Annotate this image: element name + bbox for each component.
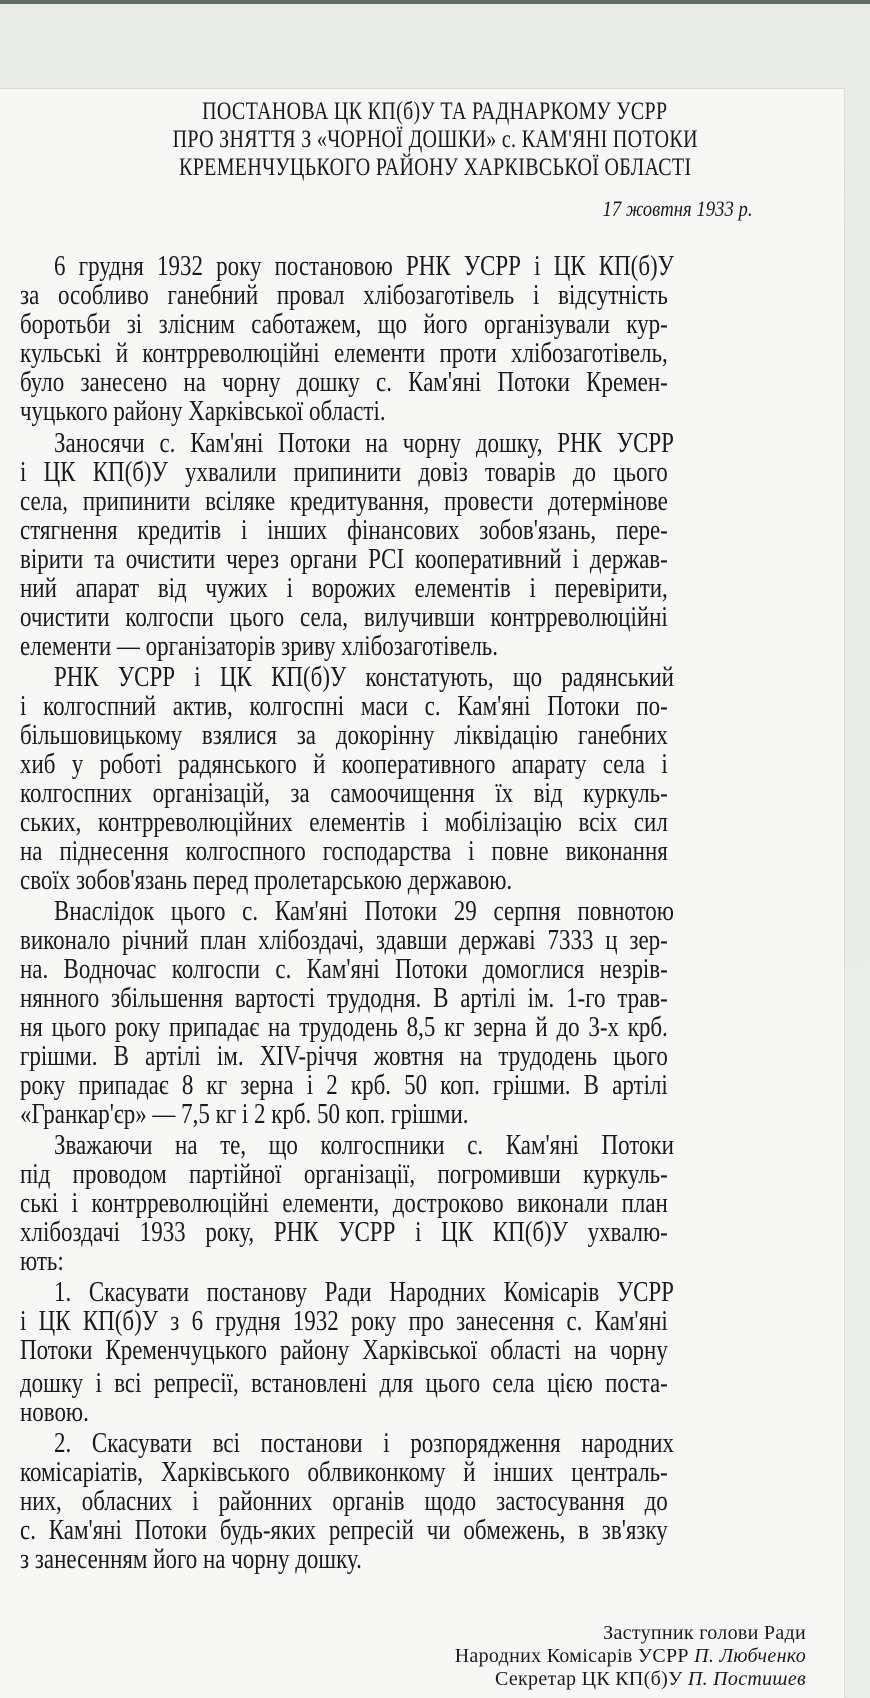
line-text: ня цього року припадає на трудодень 8,5 кг зерна й до 3-х крб.	[20, 1012, 668, 1043]
line-text: і колгоспний актив, колгоспні маси с. Кам'яні Потоки по-	[20, 691, 668, 722]
title-text: КРЕМЕНЧУЦЬКОГО РАЙОНУ ХАРКІВСЬКОЇ ОБЛАСТІ	[178, 154, 692, 181]
paragraph-line	[20, 487, 810, 517]
line-text: на. Водночас колгоспи с. Кам'яні Потоки домоглися незрів-	[20, 954, 668, 985]
document-title-line-1	[0, 98, 870, 126]
paragraph-line	[20, 1545, 810, 1575]
paragraph-line	[20, 1336, 810, 1366]
line-text: с. Кам'яні Потоки будь-яких репресій чи обмежень, в зв'язку	[20, 1515, 668, 1546]
line-text: боротьби зі злісним саботажем, що його організували кур-	[20, 309, 668, 340]
line-text: комісаріатів, Харківського облвиконкому й інших централь-	[20, 1457, 668, 1488]
line-text: грішми. В артілі ім. XIV-річчя жовтня на трудодень цього	[20, 1041, 668, 1072]
line-text: більшовицькому взялися за докорінну ліквідацію ганебних	[20, 720, 668, 751]
line-text: вірити та очистити через органи РСІ кооперативний і держав-	[20, 544, 668, 575]
paragraph-line	[20, 1398, 810, 1428]
paragraph-line	[20, 368, 810, 398]
signature-line-2	[455, 1645, 806, 1668]
signature-role: Народних Комісарів УСРР	[454, 1645, 695, 1667]
paragraph-line	[20, 955, 810, 985]
signature-role: Заступник голови Ради	[603, 1622, 806, 1644]
line-text: села, припинити всіляке кредитування, провести дотермінове	[20, 486, 668, 517]
line-text: Внаслідок цього с. Кам'яні Потоки 29 серпня повнотою	[54, 896, 674, 927]
paragraph-line	[54, 252, 810, 282]
signature-title-1	[603, 1622, 806, 1645]
line-text: чуцького району Харківської області.	[20, 396, 386, 427]
line-text: 6 грудня 1932 року постановою РНК УСРР і ЦК КП(б)У	[54, 251, 674, 282]
paragraph-line	[20, 721, 810, 751]
line-text: ний апарат від чужих і ворожих елементів і перевірити,	[20, 573, 668, 604]
document-title-line-2	[0, 126, 870, 154]
line-text: за особливо ганебний провал хлібозаготівель і відсутність	[20, 280, 668, 311]
line-text: під проводом партійної організації, погромивши куркуль-	[20, 1159, 668, 1190]
paragraph-line	[20, 1487, 810, 1517]
line-text: і ЦК КП(б)У з 6 грудня 1932 року про занесення с. Кам'яні	[20, 1306, 668, 1337]
paragraph-line	[20, 603, 810, 633]
document-date: 17 жовтня 1933 р.	[601, 196, 752, 221]
line-text: року припадає 8 кг зерна і 2 крб. 50 коп. грішми. В артілі	[20, 1070, 668, 1101]
paragraph-line	[20, 1218, 810, 1248]
line-text: 1. Скасувати постанову Ради Народних Комісарів УСРР	[54, 1277, 674, 1308]
line-text: Зважаючи на те, що колгоспники с. Кам'яні Потоки	[54, 1130, 674, 1161]
paragraph-line	[20, 545, 810, 575]
title-text: ПРО ЗНЯТТЯ З «ЧОРНОЇ ДОШКИ» с. КАМ'ЯНІ ПОТОКИ	[172, 126, 698, 153]
line-text: «Гранкар'єр» — 7,5 кг і 2 крб. 50 коп. грішми.	[20, 1099, 469, 1130]
paragraph-line	[20, 1160, 810, 1190]
paragraph-line	[20, 516, 810, 546]
paragraph-line	[20, 926, 810, 956]
paragraph-line	[20, 1013, 810, 1043]
paragraph-line	[20, 1100, 810, 1130]
signature-role: Секретар ЦК КП(б)У	[494, 1668, 688, 1690]
paragraph-line	[20, 1369, 810, 1399]
line-text: дошку і всі репресії, встановлені для цього села цією поста-	[20, 1368, 668, 1399]
line-text: ють:	[20, 1246, 64, 1277]
paragraph-line	[20, 339, 810, 369]
paragraph-line	[20, 397, 810, 427]
paragraph-line	[20, 574, 810, 604]
paragraph-line	[20, 779, 810, 809]
paragraph-line	[20, 281, 810, 311]
line-text: стягнення кредитів і інших фінансових зобов'язань, пере-	[20, 515, 668, 546]
signatory-name: П. Любченко	[694, 1645, 806, 1667]
line-text: хиб у роботі радянського й кооперативного апарату села і	[20, 749, 668, 780]
paragraph-line	[20, 866, 810, 896]
signatory-name: П. Постишев	[687, 1668, 806, 1690]
paragraph-line	[54, 1278, 810, 1308]
line-text: хлібоздачі 1933 року, РНК УСРР і ЦК КП(б)У ухвалю-	[20, 1217, 668, 1248]
line-text: елементи — організаторів зриву хлібозаготівель.	[20, 631, 499, 662]
paragraph-line	[20, 1042, 810, 1072]
line-text: ських, контрреволюційних елементів і мобілізацію всіх сил	[20, 807, 668, 838]
line-text: них, обласних і районних органів щодо застосування до	[20, 1486, 668, 1517]
line-text: ські і контрреволюційні елементи, достроково виконали план	[20, 1188, 668, 1219]
paragraph-line	[20, 1071, 810, 1101]
paragraph-line	[20, 310, 810, 340]
line-text: Заносячи с. Кам'яні Потоки на чорну дошку, РНК УСРР	[54, 428, 674, 459]
paragraph-line	[20, 458, 810, 488]
line-text: РНК УСРР і ЦК КП(б)У констатують, що радянський	[54, 662, 674, 693]
line-text: колгоспних організацій, за самоочищення їх від куркуль-	[20, 778, 668, 809]
document-title-line-3	[0, 154, 870, 182]
line-text: новою.	[20, 1397, 89, 1428]
paragraph-line	[54, 663, 810, 693]
paragraph-line	[54, 897, 810, 927]
paragraph-line	[20, 1516, 810, 1546]
line-text: на піднесення колгоспного господарства і повне виконання	[20, 836, 668, 867]
paragraph-line	[20, 837, 810, 867]
line-text: очистити колгоспи цього села, вилучивши контрреволюційні	[20, 602, 668, 633]
paragraph-line	[20, 1189, 810, 1219]
line-text: виконало річний план хлібоздачі, здавши державі 7333 ц зер-	[20, 925, 668, 956]
paragraph-line	[20, 692, 810, 722]
signature-line-3	[495, 1668, 806, 1691]
paragraph-line	[20, 632, 810, 662]
title-text: ПОСТАНОВА ЦК КП(б)У ТА РАДНАРКОМУ УСРР	[202, 98, 668, 125]
paragraph-line	[54, 1429, 810, 1459]
line-text: і ЦК КП(б)У ухвалили припинити довіз товарів до цього	[20, 457, 668, 488]
paragraph-line	[20, 1458, 810, 1488]
paragraph-line	[54, 429, 810, 459]
line-text: кульські й контрреволюційні елементи проти хлібозаготівель,	[20, 338, 668, 369]
line-text: було занесено на чорну дошку с. Кам'яні Потоки Кремен-	[20, 367, 668, 398]
line-text: з занесенням його на чорну дошку.	[20, 1544, 362, 1575]
paragraph-line	[54, 1131, 810, 1161]
paragraph-line	[20, 1307, 810, 1337]
paragraph-line	[20, 750, 810, 780]
line-text: 2. Скасувати всі постанови і розпорядження народних	[54, 1428, 674, 1459]
line-text: своїх зобов'язань перед пролетарською державою.	[20, 865, 513, 896]
paragraph-line	[20, 1247, 810, 1277]
paragraph-line	[20, 808, 810, 838]
paragraph-line	[20, 984, 810, 1014]
line-text: Потоки Кременчуцького району Харківської області на чорну	[20, 1335, 668, 1366]
line-text: нянного збільшення вартості трудодня. В артілі ім. 1-го трав-	[20, 983, 668, 1014]
